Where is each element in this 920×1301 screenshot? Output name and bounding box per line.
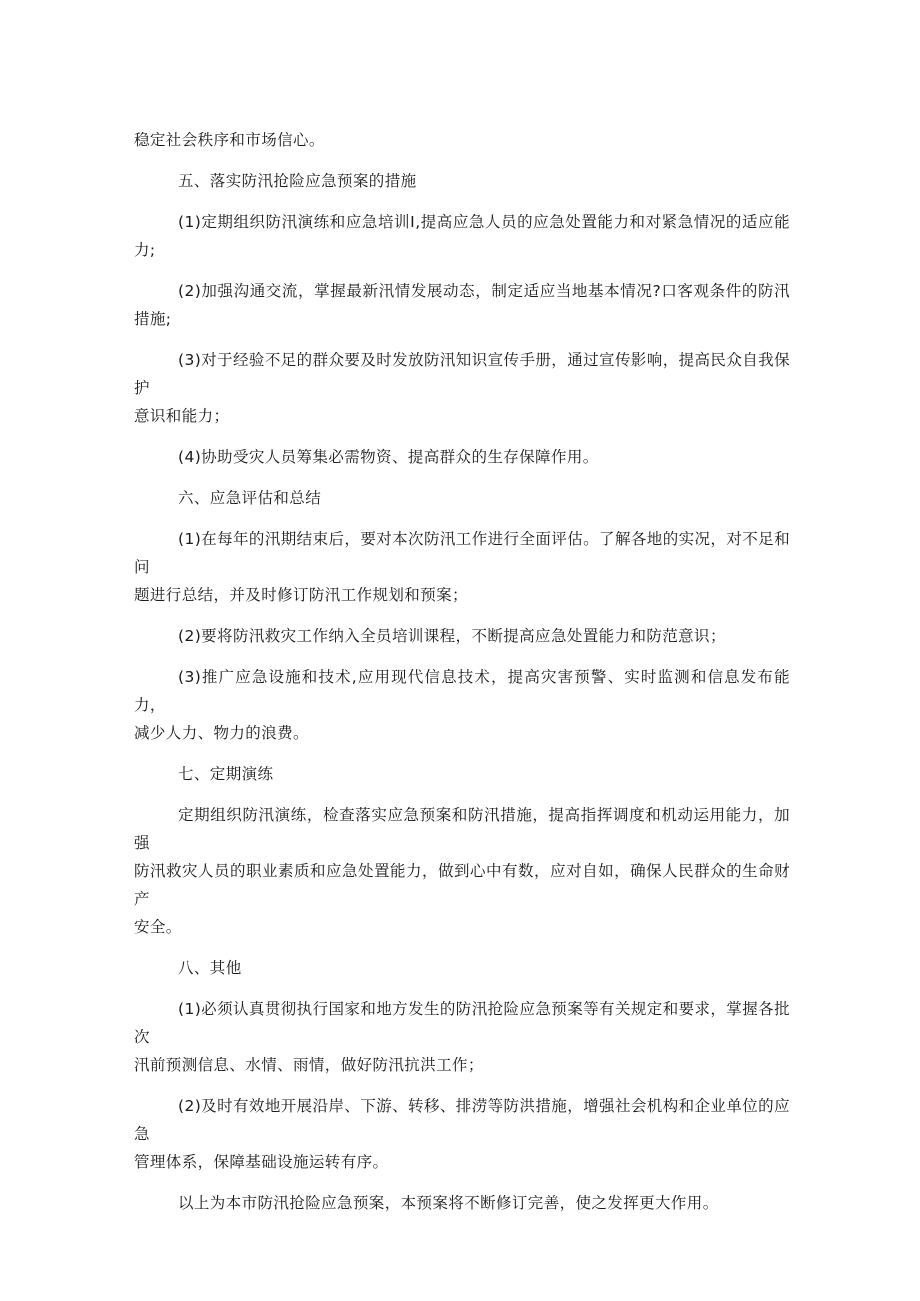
paragraph-line: (1)定期组织防汛演练和应急培训Ⅰ,提高应急人员的应急处置能力和对紧急情况的适应能力;	[134, 213, 790, 259]
paragraph-line: 稳定社会秩序和市场信心。	[134, 131, 325, 149]
paragraph-line: (4)协助受灾人员筹集必需物资、提高群众的生存保障作用。	[178, 448, 599, 466]
paragraph-line: 七、定期演练	[178, 765, 274, 783]
paragraph	[134, 443, 790, 471]
paragraph	[134, 760, 790, 788]
paragraph-line: 六、应急评估和总结	[178, 489, 322, 507]
paragraph	[134, 1092, 790, 1176]
paragraph	[134, 167, 790, 195]
paragraph-line: 八、其他	[178, 959, 242, 977]
paragraph-line: 意识和能力；	[134, 407, 230, 425]
paragraph-line: (2)及时有效地开展沿岸、下游、转移、排涝等防洪措施，增强社会机构和企业单位的应急	[134, 1097, 790, 1143]
paragraph-line: 管理体系，保障基础设施运转有序。	[134, 1153, 389, 1171]
paragraph-line: (1)在每年的汛期结束后，要对本次防汛工作进行全面评估。了解各地的实况，对不足和问	[134, 530, 790, 576]
paragraph-line: (2)要将防汛救灾工作纳入全员培训课程，不断提高应急处置能力和防范意识；	[178, 627, 726, 645]
paragraph	[134, 1189, 790, 1217]
paragraph	[134, 126, 790, 154]
paragraph-line: 安全。	[134, 918, 182, 936]
paragraph	[134, 346, 790, 430]
paragraph-line: 减少人力、物力的浪费。	[134, 724, 309, 742]
paragraph	[134, 995, 790, 1079]
paragraph-line: (1)必须认真贯彻执行国家和地方发生的防汛抢险应急预案等有关规定和要求，掌握各批次	[134, 1000, 790, 1046]
paragraph	[134, 801, 790, 941]
paragraph-line: 防汛救灾人员的职业素质和应急处置能力，做到心中有数，应对自如，确保人民群众的生命财产	[134, 862, 790, 908]
paragraph-line: 五、落实防汛抢险应急预案的措施	[178, 172, 417, 190]
paragraph	[134, 277, 790, 333]
document-body	[134, 126, 790, 1217]
paragraph-line: (3)推广应急设施和技术,应用现代信息技术，提高灾害预警、实时监测和信息发布能力，	[134, 668, 790, 714]
paragraph	[134, 622, 790, 650]
paragraph-line: (2)加强沟通交流，掌握最新汛情发展动态，制定适应当地基本情况?口客观条件的防汛措施;	[134, 282, 790, 328]
paragraph	[134, 484, 790, 512]
paragraph	[134, 525, 790, 609]
paragraph-line: 汛前预测信息、水情、雨情，做好防汛抗洪工作；	[134, 1056, 484, 1074]
paragraph	[134, 954, 790, 982]
paragraph-line: 以上为本市防汛抢险应急预案，本预案将不断修订完善，使之发挥更大作用。	[178, 1194, 719, 1212]
paragraph-line: 定期组织防汛演练，检查落实应急预案和防汛措施，提高指挥调度和机动运用能力，加强	[134, 806, 790, 852]
paragraph-line: (3)对于经验不足的群众要及时发放防汛知识宣传手册，通过宣传影响，提高民众自我保护	[134, 351, 790, 397]
paragraph-line: 题进行总结，并及时修订防汛工作规划和预案；	[134, 586, 468, 604]
paragraph	[134, 208, 790, 264]
paragraph	[134, 663, 790, 747]
